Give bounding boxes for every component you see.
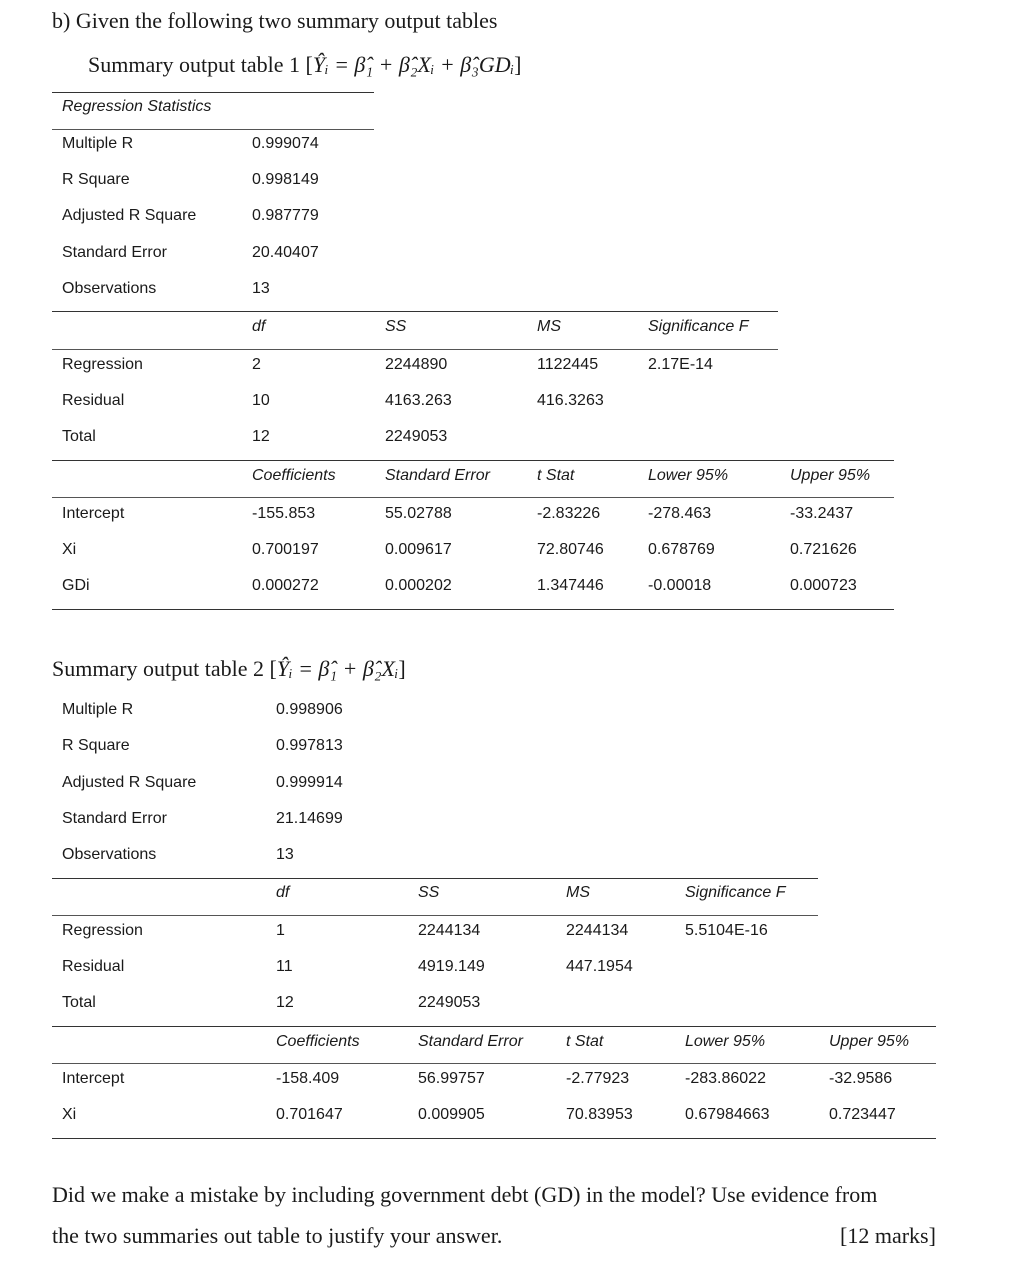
coef-t: -2.77923 — [566, 1070, 630, 1087]
coef-header-t: t Stat — [537, 467, 575, 484]
anova-row-label: Regression — [62, 356, 143, 373]
coef-lower: -278.463 — [648, 505, 712, 522]
anova-row-label: Residual — [62, 392, 125, 409]
question-heading: b) Given the following two summary output tables — [52, 8, 498, 33]
anova-ss: 2244890 — [385, 356, 448, 373]
coef-header-lower: Lower 95% — [685, 1033, 766, 1050]
table2-title-close: ] — [398, 656, 406, 681]
anova-header-sig: Significance F — [685, 884, 786, 901]
anova-header-ms: MS — [566, 884, 590, 901]
stat-label: Multiple R — [62, 135, 134, 152]
coef-row-label: Intercept — [62, 1070, 125, 1087]
question-prompt-cont: the two summaries out table to justify your answer. — [52, 1223, 503, 1248]
coef-t: 70.83953 — [566, 1106, 633, 1123]
coef-se: 0.009905 — [418, 1106, 485, 1123]
stat-label: Adjusted R Square — [62, 207, 197, 224]
table1-anova-top-rule — [52, 311, 778, 312]
coef-header-se: Standard Error — [418, 1033, 523, 1050]
coef-lower: 0.678769 — [648, 541, 715, 558]
coef-upper: 0.723447 — [829, 1106, 896, 1123]
coef-t: 1.347446 — [537, 577, 604, 594]
anova-ss: 2244134 — [418, 922, 481, 939]
anova-sig: 5.5104E-16 — [685, 922, 768, 939]
table2-equation: Ŷᵢ = β̂₁ + β̂₂Xᵢ — [276, 656, 399, 681]
anova-df: 12 — [252, 428, 270, 445]
anova-header-sig: Significance F — [648, 318, 749, 335]
stat-value: 0.999914 — [276, 774, 343, 791]
stat-value: 20.40407 — [252, 244, 319, 261]
coef-se: 55.02788 — [385, 505, 452, 522]
coef-header-coefficients: Coefficients — [276, 1033, 360, 1050]
coef-value: 0.701647 — [276, 1106, 343, 1123]
stat-label: R Square — [62, 171, 130, 188]
table1-anova-header-rule — [52, 349, 778, 350]
coef-value: -155.853 — [252, 505, 316, 522]
coef-lower: 0.67984663 — [685, 1106, 770, 1123]
anova-header-ss: SS — [385, 318, 407, 335]
anova-header-ms: MS — [537, 318, 561, 335]
anova-df: 12 — [276, 994, 294, 1011]
table1-coef-header-rule — [52, 497, 894, 498]
stat-value: 13 — [276, 846, 294, 863]
coef-se: 56.99757 — [418, 1070, 485, 1087]
stat-value: 0.997813 — [276, 737, 343, 754]
coef-row-label: Xi — [62, 1106, 77, 1123]
anova-sig: 2.17E-14 — [648, 356, 713, 373]
anova-df: 1 — [276, 922, 285, 939]
stat-value: 13 — [252, 280, 270, 297]
coef-header-upper: Upper 95% — [829, 1033, 910, 1050]
coef-upper: -33.2437 — [790, 505, 854, 522]
coef-header-se: Standard Error — [385, 467, 490, 484]
stat-value: 0.987779 — [252, 207, 319, 224]
coef-header-lower: Lower 95% — [648, 467, 729, 484]
anova-df: 2 — [252, 356, 261, 373]
coef-se: 0.009617 — [385, 541, 452, 558]
anova-ss: 4163.263 — [385, 392, 452, 409]
anova-ms: 447.1954 — [566, 958, 633, 975]
table1-equation: Ŷᵢ = β̂₁ + β̂₂Xᵢ + β̂₃GDᵢ — [312, 52, 515, 77]
table2-title-label: Summary output table 2 [ — [52, 656, 277, 681]
stat-label: Adjusted R Square — [62, 774, 197, 791]
anova-ss: 2249053 — [418, 994, 481, 1011]
table1-bottom-rule — [52, 609, 894, 610]
stat-value: 0.999074 — [252, 135, 319, 152]
question-prompt: Did we make a mistake by including government debt (GD) in the model? Use evidence from — [52, 1182, 878, 1207]
table2-anova-top-rule — [52, 878, 818, 879]
stat-value: 0.998906 — [276, 701, 343, 718]
coef-upper: 0.000723 — [790, 577, 857, 594]
anova-df: 11 — [276, 958, 293, 975]
stat-label: Multiple R — [62, 701, 134, 718]
coef-row-label: Xi — [62, 541, 77, 558]
table2-bottom-rule — [52, 1138, 936, 1139]
anova-ms: 2244134 — [566, 922, 629, 939]
coef-value: 0.000272 — [252, 577, 319, 594]
table1-title — [88, 52, 521, 78]
coef-row-label: GDi — [62, 577, 90, 594]
anova-header-df: df — [276, 884, 290, 901]
anova-ss: 2249053 — [385, 428, 448, 445]
table2-title — [52, 656, 406, 682]
coef-value: 0.700197 — [252, 541, 319, 558]
coef-lower: -0.00018 — [648, 577, 712, 594]
stat-label: Standard Error — [62, 810, 167, 827]
coef-upper: -32.9586 — [829, 1070, 893, 1087]
coef-lower: -283.86022 — [685, 1070, 766, 1087]
stat-label: Standard Error — [62, 244, 167, 261]
table1-title-close: ] — [514, 52, 522, 77]
coef-header-t: t Stat — [566, 1033, 604, 1050]
anova-df: 10 — [252, 392, 270, 409]
coef-t: -2.83226 — [537, 505, 601, 522]
table1-top-rule — [52, 92, 374, 93]
anova-ms: 416.3263 — [537, 392, 604, 409]
anova-row-label: Total — [62, 994, 96, 1011]
table2-coef-top-rule — [52, 1026, 936, 1027]
anova-ss: 4919.149 — [418, 958, 485, 975]
table1-coef-top-rule — [52, 460, 894, 461]
stat-label: Observations — [62, 846, 157, 863]
anova-header-df: df — [252, 318, 266, 335]
stat-label: Observations — [62, 280, 157, 297]
coef-header-upper: Upper 95% — [790, 467, 871, 484]
table2-anova-header-rule — [52, 915, 818, 916]
coef-upper: 0.721626 — [790, 541, 857, 558]
anova-row-label: Total — [62, 428, 96, 445]
anova-row-label: Residual — [62, 958, 125, 975]
anova-ms: 1122445 — [537, 356, 599, 373]
stat-label: R Square — [62, 737, 130, 754]
coef-header-coefficients: Coefficients — [252, 467, 336, 484]
anova-header-ss: SS — [418, 884, 440, 901]
question-marks: [12 marks] — [840, 1223, 936, 1248]
anova-row-label: Regression — [62, 922, 143, 939]
coef-se: 0.000202 — [385, 577, 452, 594]
table2-coef-header-rule — [52, 1063, 936, 1064]
stat-value: 0.998149 — [252, 171, 319, 188]
coef-row-label: Intercept — [62, 505, 125, 522]
coef-t: 72.80746 — [537, 541, 604, 558]
table1-stats-rule — [52, 129, 374, 130]
table1-stats-header: Regression Statistics — [62, 98, 212, 115]
table1-title-label: Summary output table 1 [ — [88, 52, 313, 77]
coef-value: -158.409 — [276, 1070, 340, 1087]
stat-value: 21.14699 — [276, 810, 343, 827]
